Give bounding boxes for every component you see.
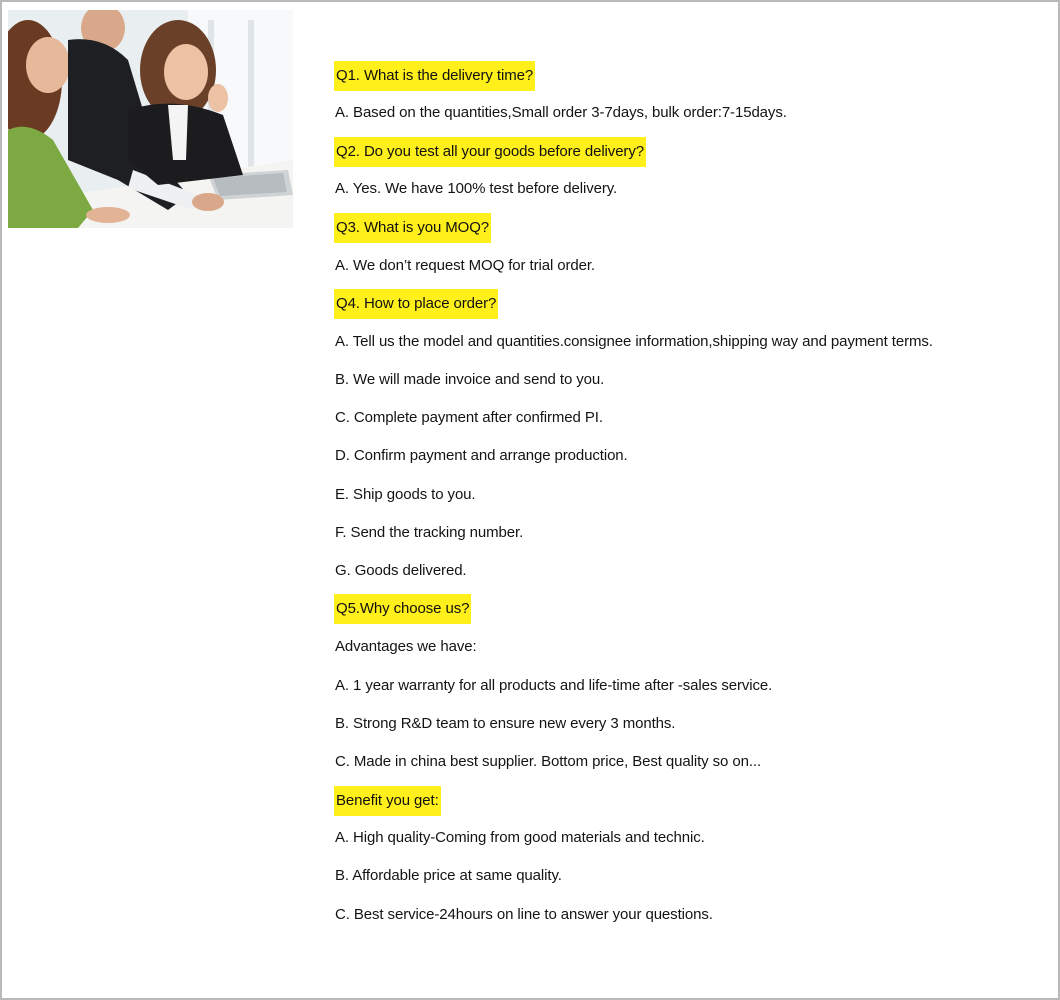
benefit-heading: Benefit you get:: [334, 786, 441, 816]
advantages-heading: Advantages we have:: [335, 638, 477, 655]
benefit-item-c: C. Best service-24hours on line to answer your questions.: [335, 906, 713, 923]
faq-answer-3a: A. We don’t request MOQ for trial order.: [335, 257, 595, 274]
faq-question-1: Q1. What is the delivery time?: [334, 61, 535, 91]
faq-answer-4d: D. Confirm payment and arrange production.: [335, 447, 628, 464]
faq-question-2: Q2. Do you test all your goods before delivery?: [334, 137, 646, 167]
faq-answer-5a: A. 1 year warranty for all products and life-time after -sales service.: [335, 677, 773, 694]
office-scene-illustration: [8, 10, 293, 228]
benefit-item-a: A. High quality-Coming from good materials and technic.: [335, 829, 705, 846]
faq-question-5: Q5.Why choose us?: [334, 594, 471, 624]
faq-answer-4g: G. Goods delivered.: [335, 562, 467, 579]
faq-answer-2a: A. Yes. We have 100% test before delivery.: [335, 180, 618, 197]
faq-answer-5b: B. Strong R&D team to ensure new every 3 months.: [335, 715, 676, 732]
faq-answer-4b: B. We will made invoice and send to you.: [335, 371, 605, 388]
faq-answer-4a: A. Tell us the model and quantities.consignee information,shipping way and payment terms.: [335, 333, 933, 350]
faq-question-3: Q3. What is you MOQ?: [334, 213, 491, 243]
faq-answer-4f: F. Send the tracking number.: [335, 524, 524, 541]
business-team-photo: [8, 10, 293, 228]
faq-answer-1a: A. Based on the quantities,Small order 3-7days, bulk order:7-15days.: [335, 104, 787, 121]
faq-answer-4e: E. Ship goods to you.: [335, 486, 476, 503]
faq-answer-4c: C. Complete payment after confirmed PI.: [335, 409, 603, 426]
benefit-item-b: B. Affordable price at same quality.: [335, 867, 562, 884]
faq-answer-5c: C. Made in china best supplier. Bottom price, Best quality so on...: [335, 753, 762, 770]
faq-question-4: Q4. How to place order?: [334, 289, 498, 319]
